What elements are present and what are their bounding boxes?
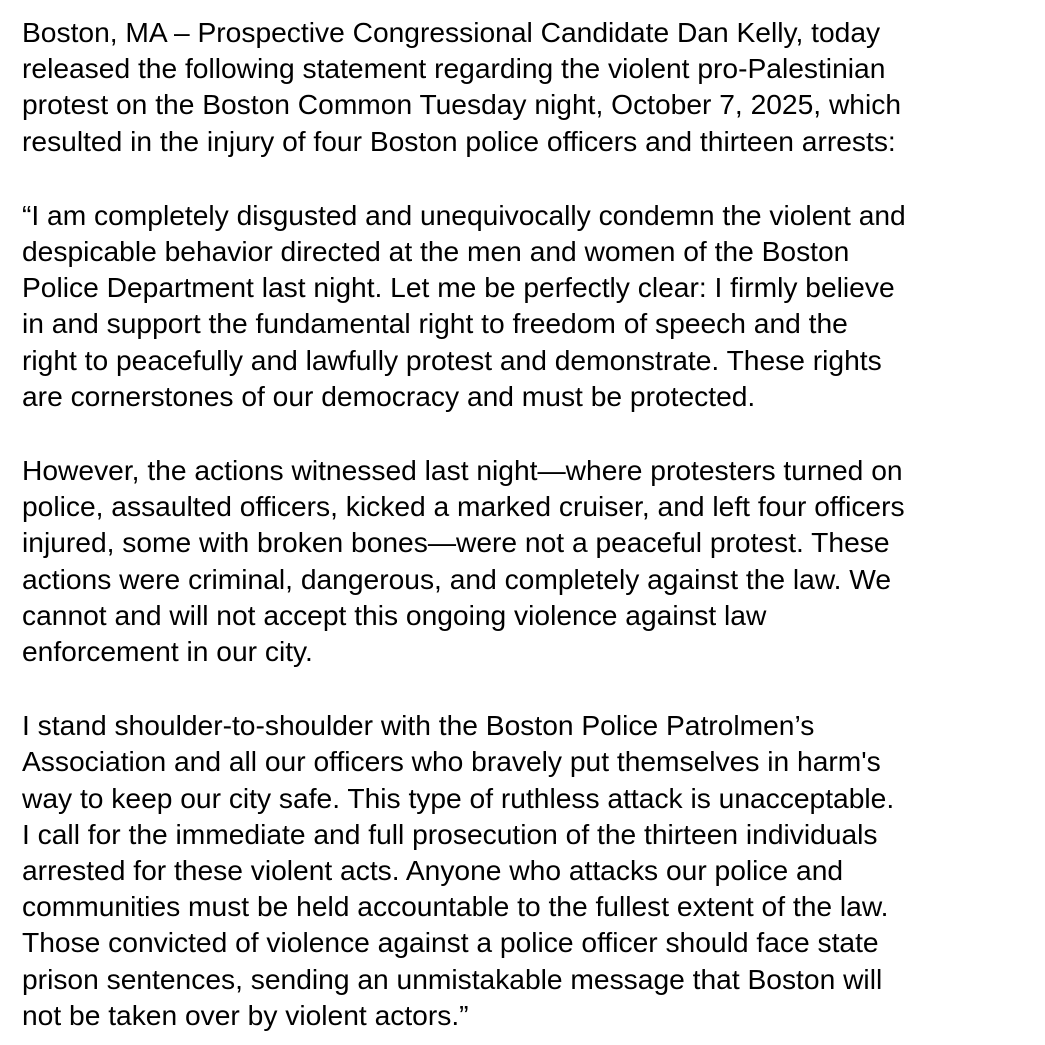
paragraph-support-and-prosecution bbox=[22, 707, 1037, 1033]
paragraph-quote-opening bbox=[22, 197, 1037, 414]
text-line: right to peacefully and lawfully protest and demonstrate. These rights bbox=[22, 343, 882, 376]
text-line: “I am completely disgusted and unequivocally condemn the violent and bbox=[22, 198, 906, 231]
text-line: I call for the immediate and full prosecution of the thirteen individuals bbox=[22, 817, 878, 850]
text-line: way to keep our city safe. This type of ruthless attack is unacceptable. bbox=[22, 781, 895, 814]
text-line: not be taken over by violent actors.” bbox=[22, 998, 469, 1031]
text-line: police, assaulted officers, kicked a marked cruiser, and left four officers bbox=[22, 490, 905, 523]
text-line: Those convicted of violence against a police officer should face state bbox=[22, 926, 879, 959]
text-line: protest on the Boston Common Tuesday night, October 7, 2025, which bbox=[22, 88, 902, 121]
text-line: despicable behavior directed at the men and women of the Boston bbox=[22, 235, 850, 268]
text-line: released the following statement regarding the violent pro-Palestinian bbox=[22, 52, 886, 85]
text-line: in and support the fundamental right to freedom of speech and the bbox=[22, 307, 848, 340]
text-line: resulted in the injury of four Boston police officers and thirteen arrests: bbox=[22, 124, 896, 157]
text-line: Boston, MA – Prospective Congressional Candidate Dan Kelly, today bbox=[22, 16, 881, 48]
text-line: I stand shoulder-to-shoulder with the Boston Police Patrolmen’s bbox=[22, 709, 815, 742]
paragraph-intro bbox=[22, 14, 1037, 159]
text-line: Association and all our officers who bravely put themselves in harm's bbox=[22, 745, 881, 778]
text-line: prison sentences, sending an unmistakable message that Boston will bbox=[22, 962, 883, 995]
text-line: arrested for these violent acts. Anyone who attacks our police and bbox=[22, 854, 844, 887]
text-line: actions were criminal, dangerous, and completely against the law. We bbox=[22, 562, 892, 595]
text-line: enforcement in our city. bbox=[22, 635, 313, 668]
press-statement-document bbox=[22, 14, 1037, 1033]
paragraph-condemnation bbox=[22, 452, 1037, 669]
text-line: are cornerstones of our democracy and must be protected. bbox=[22, 379, 756, 412]
text-line: communities must be held accountable to the fullest extent of the law. bbox=[22, 890, 889, 923]
text-line: cannot and will not accept this ongoing violence against law bbox=[22, 598, 767, 631]
text-line: Police Department last night. Let me be perfectly clear: I firmly believe bbox=[22, 271, 895, 304]
text-line: However, the actions witnessed last night—where protesters turned on bbox=[22, 454, 903, 487]
text-line: injured, some with broken bones—were not a peaceful protest. These bbox=[22, 526, 890, 559]
